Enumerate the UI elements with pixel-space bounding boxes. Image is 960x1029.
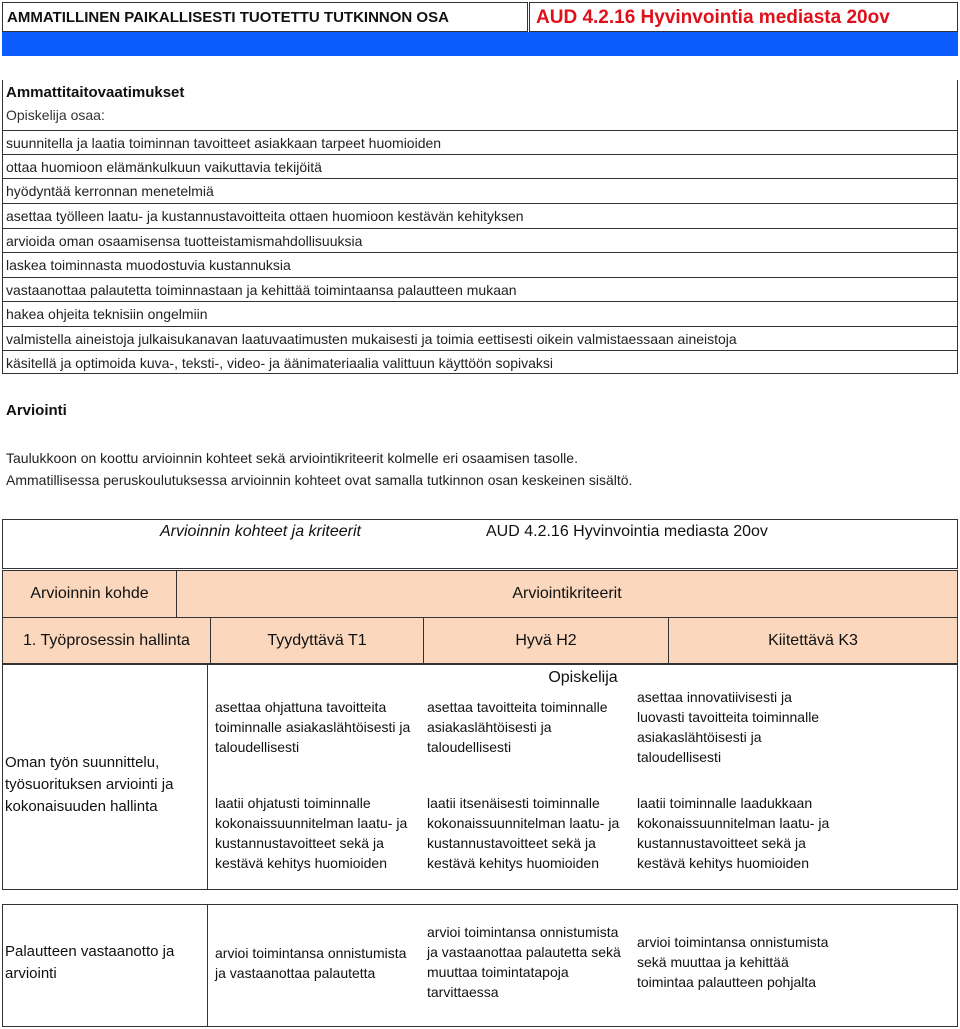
- column-header-target: Arvioinnin kohde: [2, 570, 177, 618]
- criterion-h2: asettaa tavoitteita toiminnalle asiakaslähtöisesti ja taloudellisesti: [427, 699, 608, 755]
- criteria-table-title: Arvioinnin kohteet ja kriteerit: [160, 523, 361, 540]
- section-header: 1. Työprosessin hallinta: [2, 617, 211, 664]
- criterion-h2: arvioi toimintansa onnistumista ja vastaanottaa palautetta sekä muuttaa toimintatapoja tarvittaessa: [427, 924, 621, 1000]
- requirement-item: asettaa työlleen laatu- ja kustannustavoitteita ottaen huomioon kestävän kehityksen: [2, 203, 958, 228]
- requirement-item: vastaanottaa palautetta toiminnastaan ja kehittää toimintaansa palautteen mukaan: [2, 277, 958, 302]
- requirement-item: käsitellä ja optimoida kuva-, teksti-, video- ja äänimateriaalia valittuun käyttöön sopivaksi: [2, 350, 958, 375]
- level-header-k3: Kiitettävä K3: [668, 617, 958, 664]
- requirements-subtitle: Opiskelija osaa:: [6, 107, 105, 123]
- criterion-k3: asettaa innovatiivisesti ja luovasti tavoitteita toiminnalle asiakaslähtöisesti ja taloudellisesti: [637, 689, 820, 765]
- criterion-h2: laatii itsenäisesti toiminnalle kokonaissuunnitelman laatu- ja kustannustavoitteet sekä ja kestävä kehitys huomioiden: [427, 795, 620, 871]
- level-header-h2: Hyvä H2: [423, 617, 669, 664]
- requirement-item: laskea toiminnasta muodostuvia kustannuksia: [2, 252, 958, 277]
- requirement-item: suunnitella ja laatia toiminnan tavoitteet asiakkaan tarpeet huomioiden: [2, 130, 958, 155]
- module-type-title: AMMATILLINEN PAIKALLISESTI TUOTETTU TUTKINNON OSA: [2, 2, 528, 32]
- requirement-item: valmistella aineistoja julkaisukanavan laatuvaatimusten mukaisesti ja toimia eettisesti oikein valmistaessaan aineistoja: [2, 326, 958, 351]
- criteria-row-target: Palautteen vastaanotto ja arviointi: [5, 943, 175, 982]
- criterion-t1: arvioi toimintansa onnistumista ja vastaanottaa palautetta: [215, 945, 407, 981]
- requirement-item: hakea ohjeita teknisiin ongelmiin: [2, 301, 958, 326]
- level-header-t1: Tyydyttävä T1: [210, 617, 424, 664]
- criteria-table-module: AUD 4.2.16 Hyvinvointia mediasta 20ov: [486, 523, 768, 540]
- requirements-title: Ammattitaitovaatimukset: [6, 84, 185, 101]
- criteria-table-header: [2, 519, 958, 569]
- criteria-row-target: Oman työn suunnittelu, työsuorituksen arviointi ja kokonaisuuden hallinta: [5, 754, 174, 815]
- criterion-k3: arvioi toimintansa onnistumista sekä muuttaa ja kehittää toimintaa palautteen pohjalta: [637, 934, 829, 990]
- requirement-item: arvioida oman osaamisensa tuotteistamismahdollisuuksia: [2, 228, 958, 253]
- criterion-t1: asettaa ohjattuna tavoitteita toiminnalle asiakaslähtöisesti ja taloudellisesti: [215, 699, 411, 755]
- header-accent-bar: [2, 32, 958, 56]
- requirement-item: hyödyntää kerronnan menetelmiä: [2, 178, 958, 203]
- criterion-t1: laatii ohjatusti toiminnalle kokonaissuunnitelman laatu- ja kustannustavoitteet sekä ja kestävä kehitys huomioiden: [215, 795, 408, 871]
- assessment-title: Arviointi: [6, 402, 67, 419]
- requirement-item: ottaa huomioon elämänkulkuun vaikuttavia tekijöitä: [2, 154, 958, 179]
- student-label: Opiskelija: [548, 669, 618, 686]
- column-header-criteria: Arviointikriteerit: [176, 570, 958, 618]
- assessment-text-line: Ammatillisessa peruskoulutuksessa arvioinnin kohteet ovat samalla tutkinnon osan keskeinen sisältö.: [6, 472, 633, 488]
- criterion-k3: laatii toiminnalle laadukkaan kokonaissuunnitelman laatu- ja kustannustavoitteet sekä ja kestävä kehitys huomioiden: [637, 795, 830, 871]
- module-name-title: AUD 4.2.16 Hyvinvointia mediasta 20ov: [529, 2, 958, 32]
- assessment-text-line: Taulukkoon on koottu arvioinnin kohteet sekä arviointikriteerit kolmelle eri osaamisen tasolle.: [6, 450, 578, 466]
